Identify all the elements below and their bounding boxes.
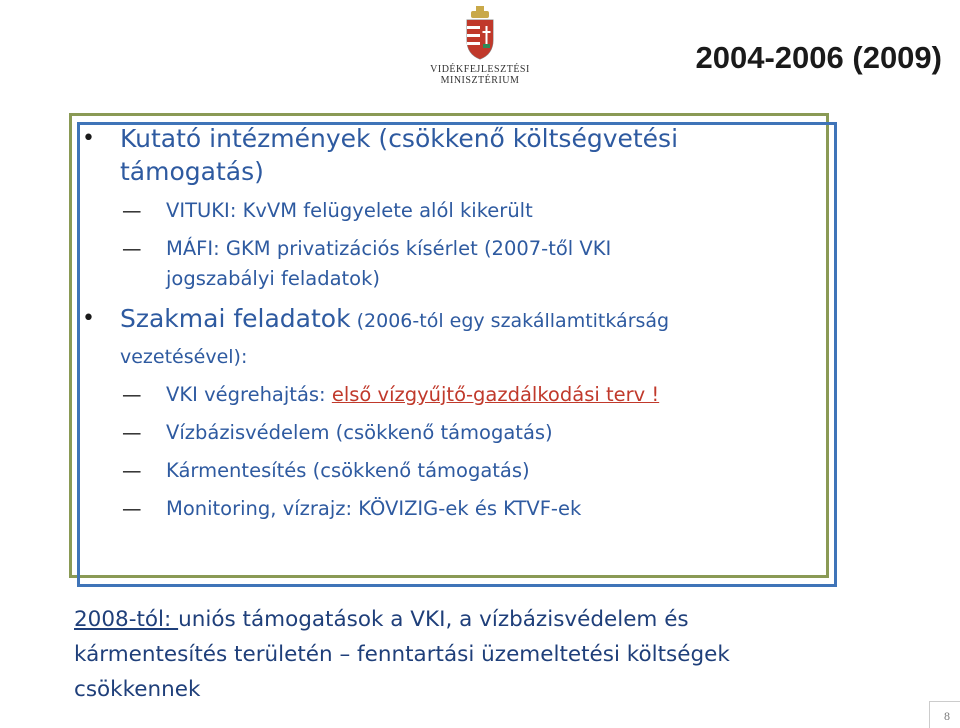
bullet-text-cont: vezetésével): (120, 346, 248, 368)
sub-item-text-cont: jogszabályi feladatok) (166, 267, 381, 290)
sub-item-text: VKI végrehajtás: (166, 383, 332, 406)
logo-text-line2: MINISZTÉRIUM (440, 75, 520, 86)
logo-text-line1: VIDÉKFEJLESZTÉSI (430, 64, 530, 75)
ministry-logo (420, 4, 540, 96)
sub-item-text: Vízbázisvédelem (csökkenő támogatás) (166, 421, 553, 444)
page-number: 8 (944, 709, 950, 723)
dash-icon: — (122, 199, 142, 222)
bullet-dot-icon: • (82, 126, 95, 151)
bullet-research-institutes (80, 122, 820, 188)
sub-item-text: VITUKI: KvVM felügyelete alól kikerült (166, 199, 533, 222)
bullet-dot-icon: • (82, 306, 95, 331)
dash-icon: — (122, 237, 142, 260)
sub-item-vituki (80, 196, 820, 226)
highlight-text: első vízgyűjtő-gazdálkodási terv ! (331, 383, 660, 406)
bullet-text-small: (2006-tól egy szakállamtitkárság (350, 310, 670, 332)
bullet-text-cont: támogatás) (120, 157, 264, 186)
dash-icon: — (122, 383, 142, 406)
bullet-text: Szakmai feladatok (120, 304, 351, 333)
sub-item-text: Kármentesítés (csökkenő támogatás) (166, 459, 530, 482)
bullet-professional-tasks (80, 302, 820, 374)
dash-icon: — (122, 459, 142, 482)
coat-of-arms-icon (463, 4, 497, 62)
sub-item-text: Monitoring, vízrajz: KÖVIZIG-ek és KTVF-ek (166, 497, 582, 520)
footer-lead: 2008-tól: (74, 607, 179, 632)
footer-line2: kármentesítés területén – fenntartási üzemeltetési költségek (74, 642, 730, 667)
bullet-text: Kutató intézmények (csökkenő költségvetési (120, 124, 679, 153)
sub-item-text: MÁFI: GKM privatizációs kísérlet (2007-től VKI (166, 237, 612, 260)
slide-title: 2004-2006 (2009) (695, 40, 942, 75)
footer-line1: uniós támogatások a VKI, a vízbázisvédelem és (178, 607, 689, 632)
sub-item-mafi (80, 234, 820, 294)
sub-item-water-protection (80, 418, 820, 448)
dash-icon: — (122, 497, 142, 520)
sub-item-vki (80, 380, 820, 410)
dash-icon: — (122, 421, 142, 444)
slide-content (80, 120, 820, 532)
footer-text (74, 602, 934, 707)
sub-item-remediation (80, 456, 820, 486)
footer-line3: csökkennek (74, 677, 201, 702)
sub-item-monitoring (80, 494, 820, 524)
